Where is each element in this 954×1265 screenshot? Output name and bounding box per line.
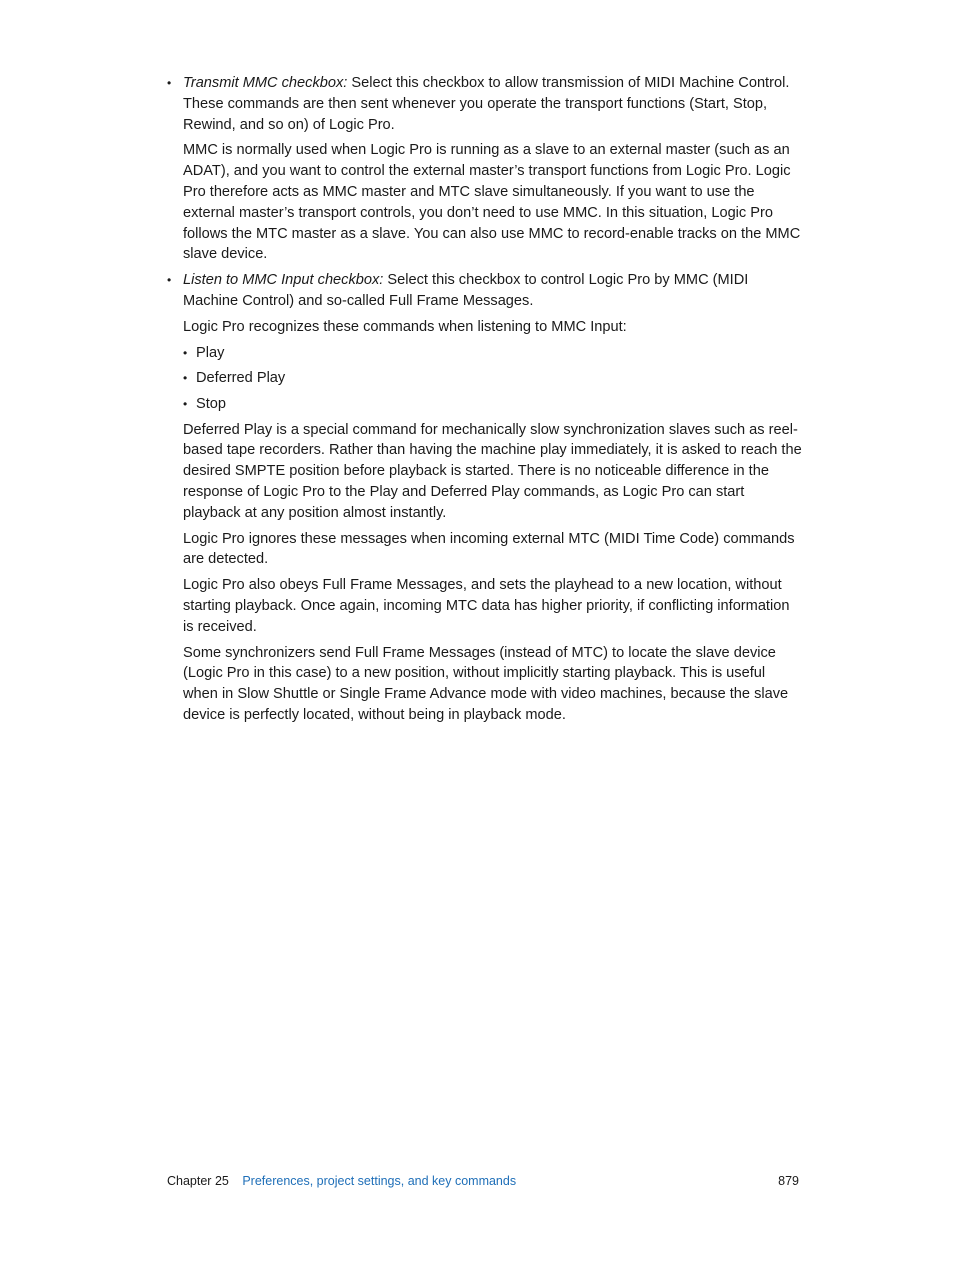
list-item-stop [183, 394, 803, 415]
bullet-item-listen-mmc [167, 270, 803, 726]
bullet-icon: • [183, 396, 188, 411]
bullet-icon: • [167, 273, 172, 288]
item-description [183, 270, 803, 312]
term-listen-mmc: Listen to MMC Input checkbox: [183, 272, 384, 289]
page-body [167, 73, 803, 731]
command-list [183, 343, 803, 415]
chapter-title-link[interactable]: Preferences, project settings, and key commands [242, 1174, 517, 1188]
paragraph: Logic Pro ignores these messages when incoming external MTC (MIDI Time Code) commands are detected. [183, 530, 795, 568]
page-number: 879 [778, 1174, 799, 1188]
term-description: Select this checkbox to control Logic Pro by MMC (MIDI Machine Control) and so-called Full Frame Messages. [183, 272, 749, 309]
paragraph-intro: Logic Pro recognizes these commands when listening to MMC Input: [183, 318, 627, 335]
bullet-icon: • [167, 76, 172, 90]
command-label: Deferred Play [196, 370, 286, 387]
bullet-item-transmit-mmc [167, 73, 803, 265]
item-description [183, 73, 803, 135]
bullet-icon: • [183, 371, 188, 386]
paragraph: Some synchronizers send Full Frame Messages (instead of MTC) to locate the slave device (Logic Pro in this case) to a new position, without implicitly starting playback. This is useful when in Slow Shuttle or Single Frame Advance mode with video machines, because the slave device is perfectly located, without being in playback mode. [183, 644, 789, 723]
paragraph: MMC is normally used when Logic Pro is running as a slave to an external master (such as an ADAT), and you want to control the external master’s transport functions from Logic Pro. Logic Pro therefore acts as MMC master and MTC slave simultaneously. If you want to use the external master’s transport controls, you don’t need to use MMC. In this situation, Logic Pro follows the MTC master as a slave. You can also use MMC to record-enable tracks on the MMC slave device. [183, 142, 801, 263]
list-item-deferred-play [183, 368, 803, 389]
page-footer [167, 1172, 799, 1190]
list-item-play [183, 343, 803, 364]
paragraph: Logic Pro also obeys Full Frame Messages, and sets the playhead to a new location, without starting playback. Once again, incoming MTC data has higher priority, if conflicting information is received. [183, 577, 790, 635]
term-description: Select this checkbox to allow transmission of MIDI Machine Control. These commands are then sent whenever you operate the transport functions (Start, Stop, Rewind, and so on) of Logic Pro. [183, 75, 790, 133]
paragraph: Deferred Play is a special command for mechanically slow synchronization slaves such as reel-based tape recorders. Rather than having the machine play immediately, it is asked to reach the desired SMPTE position before playback is started. There is no noticeable difference in the response of Logic Pro to the Play and Deferred Play commands, as Logic Pro can start playback at any position almost instantly. [183, 421, 802, 521]
term-transmit-mmc: Transmit MMC checkbox: [183, 75, 348, 91]
chapter-label: Chapter 25 [167, 1174, 229, 1188]
command-label: Stop [196, 395, 227, 412]
command-label: Play [196, 344, 225, 361]
bullet-icon: • [183, 345, 188, 360]
